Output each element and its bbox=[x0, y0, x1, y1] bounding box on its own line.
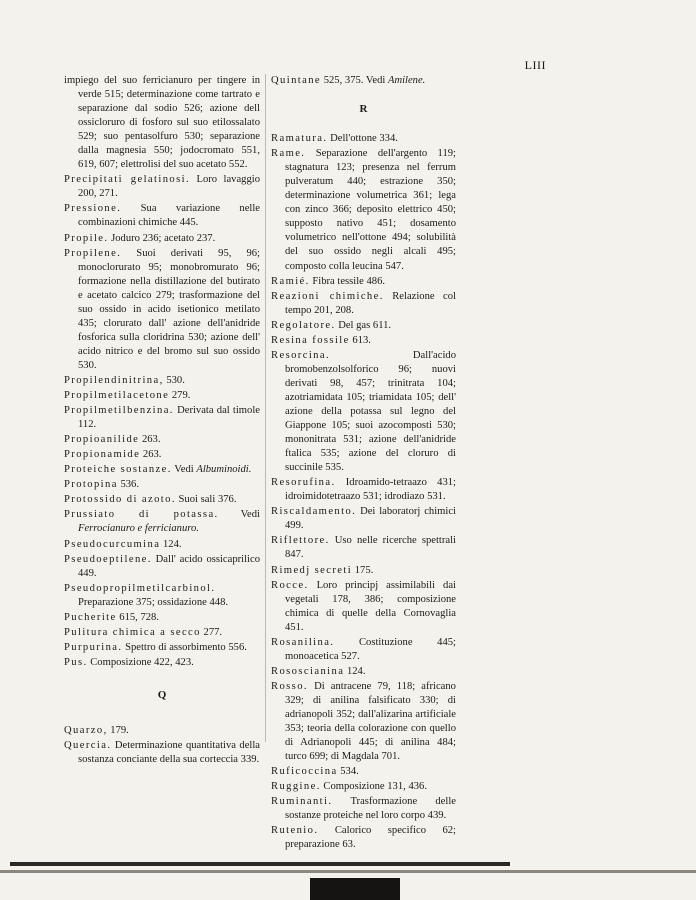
entry-cross-reference: Ferrocianuro e ferricianuro. bbox=[78, 523, 199, 535]
index-entry bbox=[64, 739, 260, 767]
index-entry bbox=[271, 795, 456, 823]
index-entry bbox=[64, 433, 260, 447]
entry-headword: Pressione. bbox=[64, 203, 122, 215]
index-entry bbox=[64, 247, 260, 373]
entry-text: 613. bbox=[352, 334, 371, 346]
index-entry bbox=[271, 680, 456, 764]
entry-headword: Resorufina. bbox=[271, 477, 336, 489]
letter-heading-r: R bbox=[359, 103, 368, 116]
index-entry bbox=[271, 74, 456, 88]
entry-headword: Pseudocurcumina bbox=[64, 538, 161, 550]
entry-text: Relazione col tempo 201, 208. bbox=[285, 290, 456, 316]
entry-list-q bbox=[64, 724, 260, 767]
index-entry bbox=[64, 232, 260, 246]
entry-text: Determinazione quantitativa della sostanza conciante della sua corteccia 339. bbox=[78, 740, 261, 766]
entry-cross-reference: Amilene. bbox=[387, 75, 426, 86]
entry-headword: Rososcianina bbox=[271, 665, 345, 677]
index-entry bbox=[64, 641, 260, 655]
letter-heading-q: Q bbox=[157, 688, 167, 701]
entry-text: Composizione 422, 423. bbox=[90, 656, 194, 668]
entry-text: 263. bbox=[141, 434, 161, 446]
entry-text: Spettro di assorbimento 556. bbox=[125, 641, 247, 653]
entry-text: Dall' acido ossicaprilico 449. bbox=[78, 553, 260, 579]
entry-text: Calorico specifico 62; preparazione 63. bbox=[285, 825, 456, 851]
entry-headword: Ruminanti. bbox=[271, 796, 333, 808]
page-number: LIII bbox=[524, 58, 546, 72]
entry-text: 179. bbox=[110, 724, 129, 736]
index-entry bbox=[271, 824, 456, 852]
entry-headword: Quintane bbox=[271, 75, 322, 86]
scan-edge-rule bbox=[10, 862, 510, 866]
index-entry bbox=[64, 374, 260, 388]
entry-headword: Proteiche sostanze. bbox=[64, 464, 172, 476]
entry-headword: Riscaldamento. bbox=[271, 506, 357, 518]
index-entry bbox=[64, 389, 260, 403]
index-entry bbox=[271, 636, 456, 664]
entry-headword: Propionamide bbox=[64, 449, 141, 461]
entry-headword: Ruficoccina bbox=[271, 766, 338, 778]
entry-headword: Propilene. bbox=[64, 247, 122, 259]
index-entry bbox=[64, 478, 260, 492]
entry-text: Preparazione 375; ossidazione 448. bbox=[78, 596, 229, 608]
index-entry bbox=[64, 538, 260, 552]
index-entry bbox=[271, 765, 456, 779]
index-entry bbox=[64, 553, 260, 581]
entry-text: Del gas 611. bbox=[338, 319, 392, 331]
entry-headword: Quercia. bbox=[64, 740, 112, 752]
index-entry bbox=[271, 147, 456, 273]
entry-text: 615, 728. bbox=[119, 611, 159, 623]
index-entry bbox=[271, 579, 456, 635]
entry-headword: Quarzo, bbox=[64, 724, 108, 736]
entry-list-r bbox=[271, 132, 456, 852]
entry-headword: Propilmetilbenzina. bbox=[64, 405, 174, 417]
entry-text: Suoi derivati 95, 96; monoclorurato 95; monobromurato 96; formazione nella distillazione del butirato e acetato calcico 279; trasformazione del suo ossido in acido isetionico metilato 435; clorurato dall' azione dell'anidride fosforica sulla cloridrina 530; azione dell' acido nitrico e del bromo sul suo ossido 530. bbox=[78, 247, 260, 371]
index-entry bbox=[271, 319, 456, 333]
entry-text: 525, 375. Vedi bbox=[323, 75, 386, 86]
entry-headword: Pulitura chimica a secco bbox=[64, 626, 201, 638]
entry-headword: Pseudopropilmetilcarbinol. bbox=[64, 582, 216, 594]
index-entry bbox=[271, 290, 456, 318]
entry-headword: Rutenio. bbox=[271, 825, 319, 837]
entry-text: Fibra tessile 486. bbox=[312, 275, 386, 287]
entry-text: Joduro 236; acetato 237. bbox=[111, 232, 216, 244]
index-entry bbox=[271, 780, 456, 794]
index-entry bbox=[64, 202, 260, 230]
entry-text: Dell'ottone 334. bbox=[330, 133, 398, 145]
entry-list-p bbox=[64, 74, 260, 670]
index-entry bbox=[64, 404, 260, 432]
entry-headword: Protopina bbox=[64, 479, 118, 491]
entry-cross-reference: Albuminoidi. bbox=[196, 464, 252, 476]
index-entry bbox=[64, 448, 260, 462]
index-entry bbox=[64, 173, 260, 201]
index-entry bbox=[64, 582, 260, 610]
entry-headword: Ramatura. bbox=[271, 133, 328, 145]
index-entry bbox=[271, 665, 456, 679]
entry-text: Sua variazione nelle combinazioni chimiche 445. bbox=[78, 203, 261, 229]
entry-text: 534. bbox=[340, 766, 359, 778]
entry-headword: Rosanilina. bbox=[271, 636, 335, 648]
entry-headword: Rosso. bbox=[271, 680, 308, 692]
index-entry bbox=[271, 476, 456, 504]
entry-text: 124. bbox=[162, 538, 182, 550]
entry-headword: Propile. bbox=[64, 232, 109, 244]
entry-headword: Rocce. bbox=[271, 579, 309, 591]
entry-text: Loro principj assimilabili dai vegetali 178, 386; composizione chimica di quelle della Cornovaglia 451. bbox=[285, 579, 456, 633]
entry-text: Di antracene 79, 118; africano 329; di anilina falsificato 330; di adrianopoli 352; dall'alizarina artificiale 353; teoria della colorazione con quello di Adrianopoli 445; di anilina 484; turco 699; di Magdala 701. bbox=[285, 680, 456, 763]
entry-text: Separazione dell'argento 119; stagnatura 123; presenza nel ferrum pulveratum 440; estrazione 350; determinazione volumetrica 361; lega con zinco 366; deposito elettrico 450; supposto nativo 451; dosamento volumetrico nell'ottone 494; solubilità del suo ossido negli alcali 495; composto colla leucina 547. bbox=[285, 148, 456, 272]
index-column-left bbox=[64, 74, 260, 768]
index-column-right bbox=[271, 74, 456, 853]
index-entry bbox=[64, 493, 260, 507]
entry-text: 530. bbox=[166, 374, 185, 386]
entry-text: Composizione 131, 436. bbox=[323, 781, 427, 793]
index-entry bbox=[64, 626, 260, 640]
column-divider bbox=[265, 74, 266, 742]
entry-headword: Precipitati gelatinosi. bbox=[64, 174, 191, 186]
entry-text: Idroamido-tetraazo 431; idroimidotetraazo 531; idrodiazo 531. bbox=[285, 477, 456, 503]
entry-text: Costituzione 445; monoacetica 527. bbox=[285, 636, 456, 662]
entry-headword: Ramié. bbox=[271, 275, 310, 287]
entry-headword: Propilendinitrina, bbox=[64, 374, 164, 386]
index-entry bbox=[271, 132, 456, 146]
entry-headword: Propioanilide bbox=[64, 434, 140, 446]
index-entry bbox=[64, 508, 260, 536]
index-entry bbox=[64, 724, 260, 738]
entry-text: impiego del suo ferricianuro per tingere in verde 515; determinazione come tartrato e separazione dal sodio 526; azione dell ossicloruro di fosforo sul suo etilossalato 529; suo pentasolfuro 530; separazione dalla magnesia 550; jodocromato 551, 619, 607; elettrolisi del suo acetato 552. bbox=[64, 75, 260, 171]
index-entry bbox=[64, 656, 260, 670]
entry-text: Dei laboratorj chimici 499. bbox=[285, 506, 456, 532]
entry-text: Uso nelle ricerche spettrali 847. bbox=[285, 535, 456, 561]
entry-text: Dall'acido bromobenzolsolforico 96; nuovi derivati 98, 457; trinitrata 104; azotriamidata 105; triamidata 105; dell' azione della potassa sul legno del Giappone 105; suoi azocomposti 530; mononitrata 531; azione dell'anidride ftalica 535; azione del cloruro di succinile 535. bbox=[285, 349, 456, 474]
entry-text: Trasformazione delle sostanze proteiche nel loro corpo 439. bbox=[285, 796, 456, 822]
entry-headword: Resina fossile bbox=[271, 334, 350, 346]
index-entry bbox=[271, 505, 456, 533]
entry-headword: Rimedj secreti bbox=[271, 564, 353, 576]
entry-text: Vedi bbox=[240, 509, 260, 521]
entry-headword: Riflettore. bbox=[271, 535, 330, 547]
entry-text: 279. bbox=[171, 390, 191, 402]
index-entry bbox=[271, 334, 456, 348]
scan-edge-block bbox=[310, 878, 400, 900]
entry-headword: Protossido di azoto. bbox=[64, 494, 176, 506]
entry-headword: Ruggine. bbox=[271, 781, 321, 793]
index-entry bbox=[271, 564, 456, 578]
index-entry bbox=[271, 534, 456, 562]
entry-text: Vedi bbox=[174, 464, 194, 476]
index-entry bbox=[64, 74, 260, 172]
entry-headword: Prussiato di potassa. bbox=[64, 509, 219, 521]
entry-headword: Regolatore. bbox=[271, 319, 336, 331]
entry-headword: Purpurina. bbox=[64, 641, 123, 653]
entry-headword: Rame. bbox=[271, 148, 306, 160]
index-entry bbox=[64, 611, 260, 625]
entry-headword: Pucherite bbox=[64, 611, 117, 623]
entry-text: Derivata dal timole 112. bbox=[78, 405, 260, 431]
scan-edge-shadow bbox=[0, 870, 696, 873]
index-entry bbox=[271, 349, 456, 475]
entry-text: Loro lavaggio 200, 271. bbox=[78, 174, 260, 200]
entry-text: 263. bbox=[142, 449, 162, 461]
entry-list-q-continued bbox=[271, 74, 456, 88]
index-entry bbox=[271, 275, 456, 289]
entry-text: 175. bbox=[354, 564, 374, 576]
entry-headword: Pus. bbox=[64, 656, 88, 668]
entry-text: 536. bbox=[120, 479, 139, 491]
entry-text: Suoi sali 376. bbox=[178, 494, 237, 506]
entry-headword: Resorcina. bbox=[271, 349, 331, 361]
entry-headword: Reazioni chimiche. bbox=[271, 290, 384, 302]
entry-text: 277. bbox=[203, 626, 223, 638]
entry-headword: Propilmetilacetone bbox=[64, 390, 170, 402]
index-entry bbox=[64, 463, 260, 477]
entry-headword: Pseudoeptilene. bbox=[64, 553, 152, 565]
entry-text: 124. bbox=[346, 665, 366, 677]
